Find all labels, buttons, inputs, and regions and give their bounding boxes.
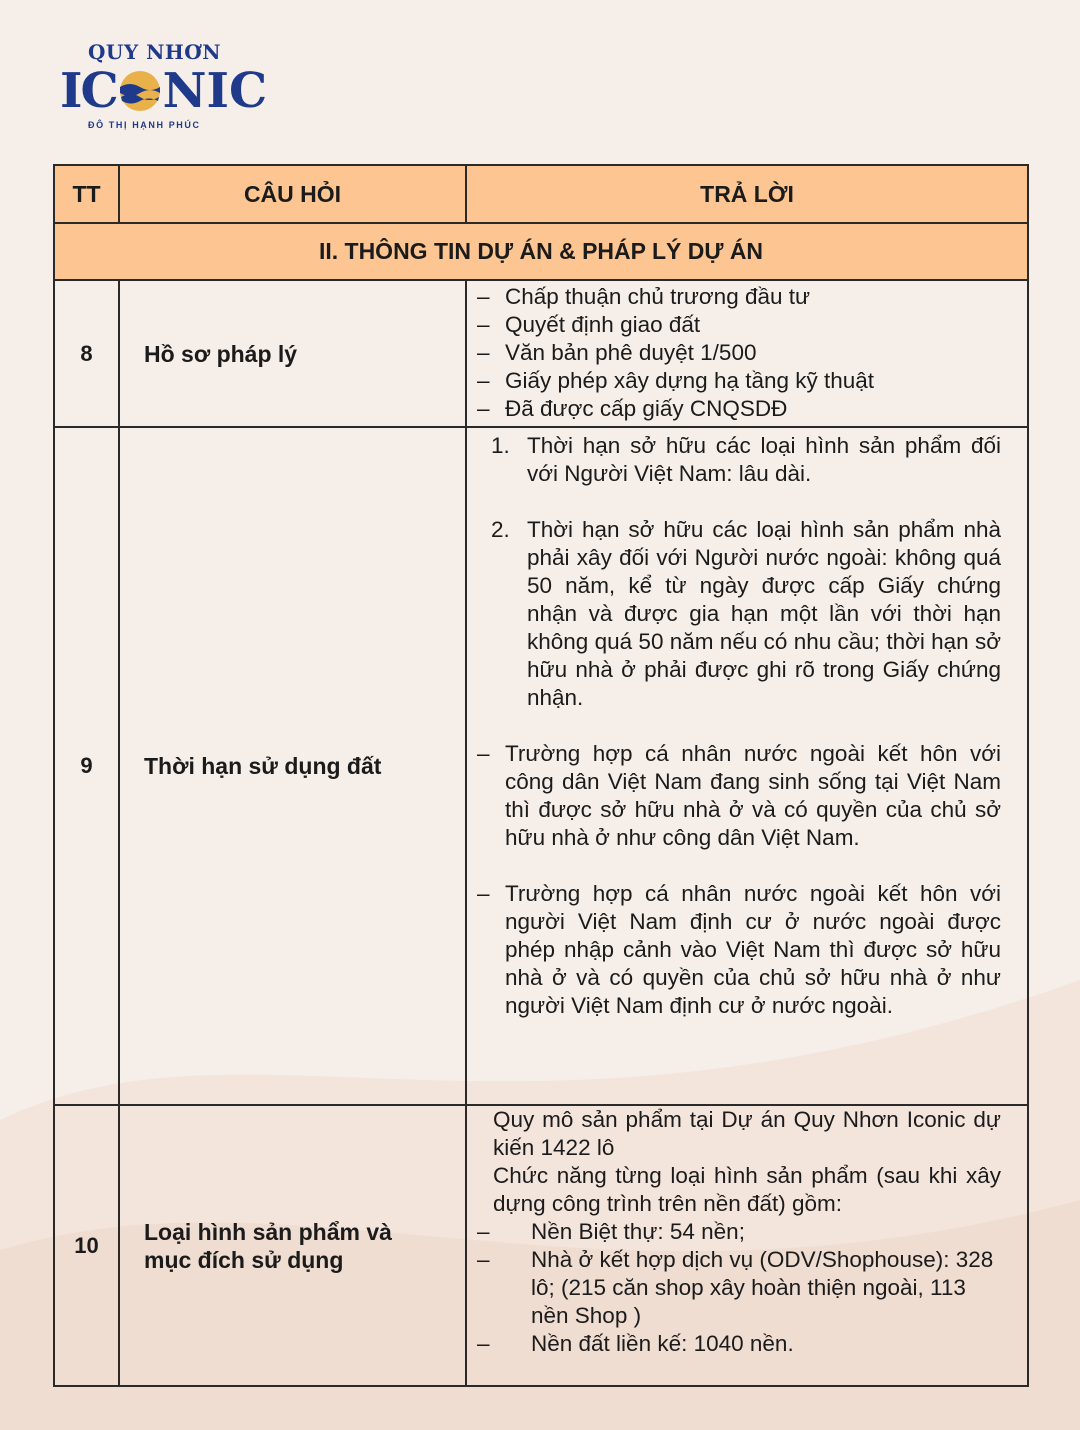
list-item: – Đã được cấp giấy CNQSDĐ bbox=[477, 396, 788, 421]
section-title: II. THÔNG TIN DỰ ÁN & PHÁP LÝ DỰ ÁN bbox=[54, 223, 1028, 280]
row-number: 10 bbox=[54, 1105, 119, 1386]
table-header-row bbox=[54, 165, 1028, 223]
answer-paragraph: Quy mô sản phẩm tại Dự án Quy Nhơn Iconic dự kiến 1422 lô bbox=[493, 1107, 1001, 1160]
list-item: – Nền Biệt thự: 54 nền; bbox=[477, 1219, 745, 1244]
qa-table bbox=[53, 164, 1029, 1387]
list-item: – Văn bản phê duyệt 1/500 bbox=[477, 340, 757, 365]
table-row bbox=[54, 427, 1028, 1105]
list-item: – Quyết định giao đất bbox=[477, 312, 701, 337]
row-number: 9 bbox=[54, 427, 119, 1105]
row-answer bbox=[466, 280, 1028, 427]
sun-wave-icon bbox=[118, 69, 162, 113]
header-answer: TRẢ LỜI bbox=[466, 165, 1028, 223]
row-answer bbox=[466, 427, 1028, 1105]
brand-tagline: ĐÔ THỊ HẠNH PHÚC bbox=[88, 120, 201, 130]
list-item: – Nhà ở kết hợp dịch vụ (ODV/Shophouse): 328 lô; (215 căn shop xây hoàn thiện ngoài, 113 nền Shop ) bbox=[477, 1247, 994, 1328]
list-item: – Nền đất liền kế: 1040 nền. bbox=[477, 1331, 794, 1356]
table-row bbox=[54, 280, 1028, 427]
table-row bbox=[54, 1105, 1028, 1386]
answer-paragraph: Chức năng từng loại hình sản phẩm (sau khi xây dựng công trình trên nền đất) gồm: bbox=[493, 1163, 1001, 1216]
brand-logo bbox=[58, 38, 268, 134]
brand-main-text bbox=[60, 64, 267, 118]
row-question: Hồ sơ pháp lý bbox=[119, 280, 466, 427]
list-item: – Chấp thuận chủ trương đầu tư bbox=[477, 284, 811, 309]
brand-main-left: IC bbox=[60, 63, 117, 119]
row-question: Thời hạn sử dụng đất bbox=[119, 427, 466, 1105]
brand-main-right: NIC bbox=[162, 63, 268, 119]
list-item: 2. Thời hạn sở hữu các loại hình sản phẩm nhà phải xây đối với Người nước ngoài: không quá 50 năm, kể từ ngày được cấp Giấy chứng nhận và được gia hạn một lần với thời hạn không quá 50 năm nếu có nhu cầu; thời hạn sở hữu nhà ở phải được ghi rõ trong Giấy chứng nhận. bbox=[491, 517, 1001, 710]
row-number: 8 bbox=[54, 280, 119, 427]
list-item: – Trường hợp cá nhân nước ngoài kết hôn với công dân Việt Nam đang sinh sống tại Việt Nam thì được sở hữu nhà ở và có quyền của chủ sở hữu nhà ở như công dân Việt Nam. bbox=[477, 741, 1001, 850]
section-row bbox=[54, 223, 1028, 280]
list-item: – Giấy phép xây dựng hạ tầng kỹ thuật bbox=[477, 368, 875, 393]
header-question: CÂU HỎI bbox=[119, 165, 466, 223]
brand-top-text: QUY NHƠN bbox=[88, 40, 221, 64]
row-answer bbox=[466, 1105, 1028, 1386]
list-item: 1. Thời hạn sở hữu các loại hình sản phẩm đối với Người Việt Nam: lâu dài. bbox=[491, 433, 1001, 486]
list-item: – Trường hợp cá nhân nước ngoài kết hôn với người Việt Nam định cư ở nước ngoài được phép nhập cảnh vào Việt Nam thì được sở hữu nhà ở và có quyền của chủ sở hữu nhà ở như người Việt Nam định cư ở nước ngoài. bbox=[477, 881, 1001, 1018]
row-question: Loại hình sản phẩm và mục đích sử dụng bbox=[119, 1105, 466, 1386]
header-tt: TT bbox=[54, 165, 119, 223]
